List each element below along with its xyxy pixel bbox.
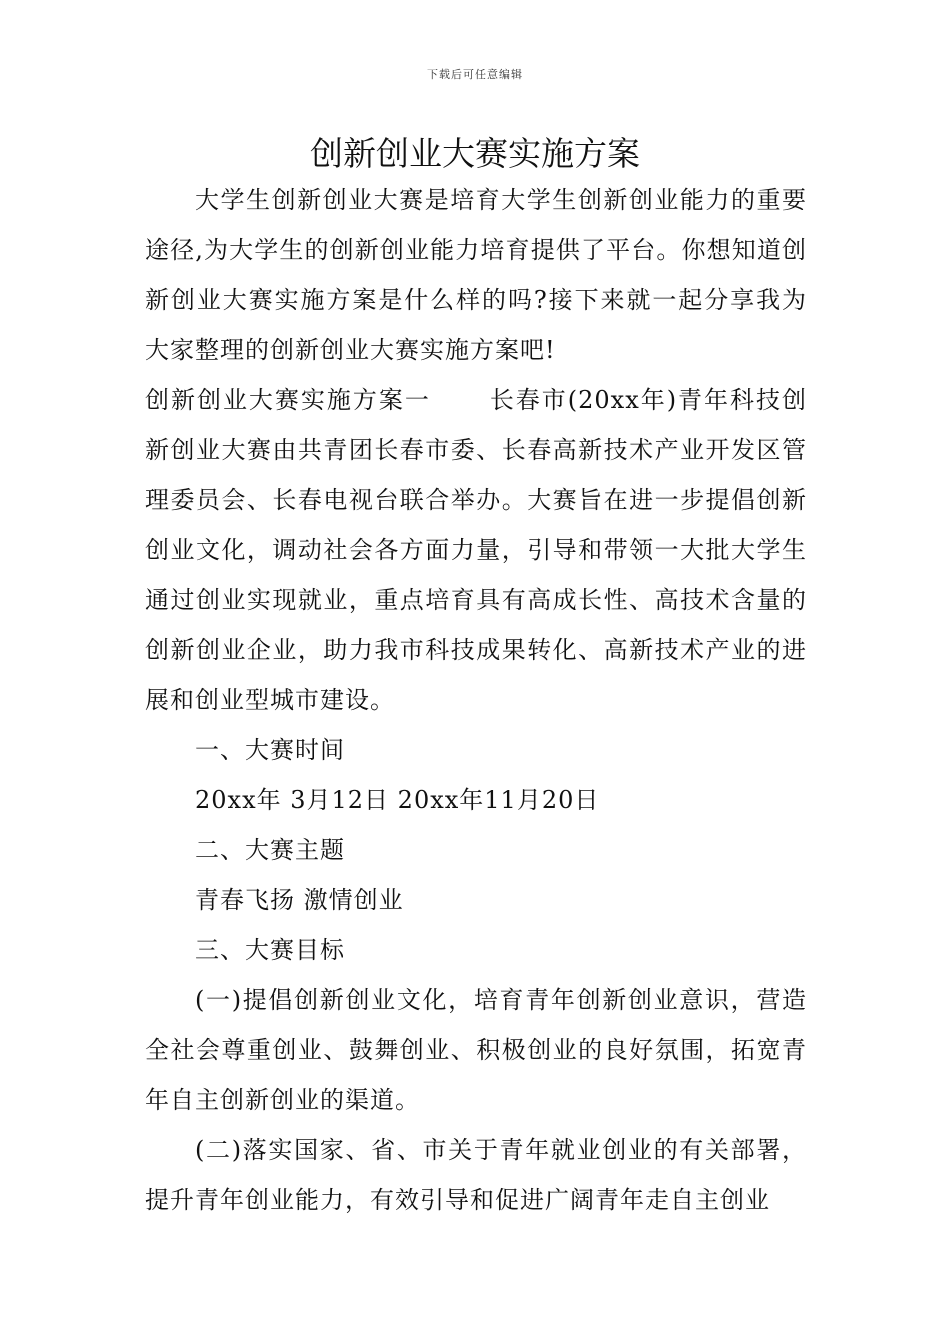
plan-one-paragraph [145, 375, 807, 725]
document-title: 创新创业大赛实施方案 [310, 134, 640, 173]
header-note: 下载后可任意编辑 [427, 68, 523, 81]
section3-heading: 三、大赛目标 [195, 936, 345, 964]
intro-paragraph: 大学生创新创业大赛是培育大学生创新创业能力的重要途径,为大学生的创新创业能力培育提供了平台。你想知道创新创业大赛实施方案是什么样的吗?接下来就一起分享我为大家整理的创新创业大赛实施方案吧! [145, 186, 807, 364]
section1-content: 20xx年 3月12日 20xx年11月20日 [195, 786, 600, 814]
plan-one-label: 创新创业大赛实施方案一 [145, 386, 431, 414]
goal-one-paragraph: (一)提倡创新创业文化，培育青年创新创业意识，营造全社会尊重创业、鼓舞创业、积极创业的良好氛围，拓宽青年自主创新创业的渠道。 [145, 986, 807, 1114]
section2-content: 青春飞扬 激情创业 [195, 886, 404, 914]
plan-one-text: 长春市(20xx年)青年科技创新创业大赛由共青团长春市委、长春高新技术产业开发区管理委员会、长春电视台联合举办。大赛旨在进一步提倡创新创业文化，调动社会各方面力量，引导和带领一大批大学生通过创业实现就业，重点培育具有高成长性、高技术含量的创新创业企业，助力我市科技成果转化、高新技术产业的进展和创业型城市建设。 [145, 386, 807, 714]
section1-heading: 一、大赛时间 [195, 736, 345, 764]
goal-two-paragraph: (二)落实国家、省、市关于青年就业创业的有关部署，提升青年创业能力，有效引导和促进广阔青年走自主创业 [145, 1136, 807, 1214]
section2-heading: 二、大赛主题 [195, 836, 345, 864]
document-body [145, 175, 807, 1225]
